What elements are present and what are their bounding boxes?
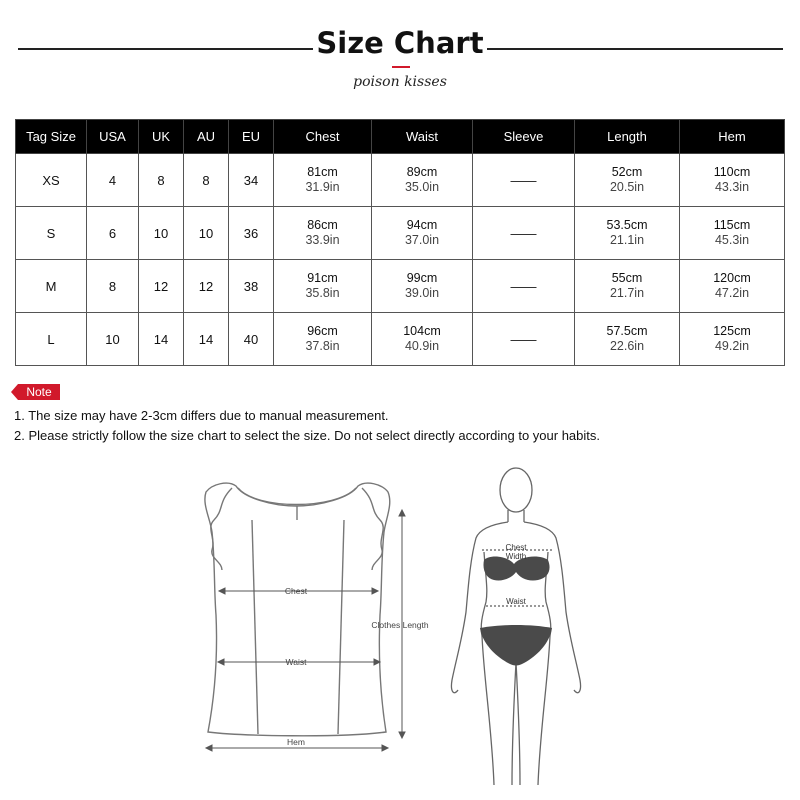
measurement-diagram <box>0 440 800 800</box>
note-badge: Note <box>18 384 60 400</box>
waist-in: 40.9in <box>404 339 440 353</box>
chest-cm: 96cm <box>307 324 338 338</box>
cell-au: 14 <box>184 313 229 366</box>
bikini-bottom <box>480 625 552 666</box>
col-header-length: Length <box>575 120 680 154</box>
body-waist-label: Waist <box>506 597 526 606</box>
garment-waist-label: Waist <box>285 657 307 667</box>
col-header-tag-size: Tag Size <box>16 120 87 154</box>
cell-usa: 6 <box>87 207 139 260</box>
col-header-eu: EU <box>229 120 274 154</box>
cell-au: 8 <box>184 154 229 207</box>
col-header-waist: Waist <box>372 120 473 154</box>
length-in: 21.7in <box>609 286 645 300</box>
hem-cm: 110cm <box>713 165 751 179</box>
length-cm: 53.5cm <box>606 218 648 232</box>
cell-sleeve: —— <box>473 207 575 260</box>
hem-cm: 115cm <box>713 218 751 232</box>
cell-sleeve: —— <box>473 260 575 313</box>
chest-cm: 81cm <box>307 165 338 179</box>
hem-in: 45.3in <box>714 233 750 247</box>
hem-in: 47.2in <box>714 286 750 300</box>
col-header-sleeve: Sleeve <box>473 120 575 154</box>
cell-sleeve: —— <box>473 154 575 207</box>
cell-chest <box>274 207 372 260</box>
hem-cm: 120cm <box>713 271 751 285</box>
cell-uk: 14 <box>139 313 184 366</box>
note-line-1: 1. The size may have 2-3cm differs due to manual measurement. <box>14 408 389 423</box>
page-title: Size Chart <box>316 26 484 60</box>
table-row <box>16 260 785 313</box>
waist-cm: 94cm <box>406 218 438 232</box>
hem-in: 43.3in <box>714 180 750 194</box>
waist-cm: 89cm <box>406 165 438 179</box>
waist-in: 39.0in <box>404 286 440 300</box>
cell-length <box>575 313 680 366</box>
cell-tag: M <box>16 260 87 313</box>
length-cm: 57.5cm <box>606 324 648 338</box>
col-header-au: AU <box>184 120 229 154</box>
length-in: 20.5in <box>609 180 645 194</box>
cell-uk: 8 <box>139 154 184 207</box>
chest-in: 31.9in <box>305 180 340 194</box>
cell-chest <box>274 313 372 366</box>
left-ruffle <box>211 488 232 570</box>
cell-au: 12 <box>184 260 229 313</box>
cell-sleeve: —— <box>473 313 575 366</box>
right-princess-seam <box>338 520 344 734</box>
chest-cm: 86cm <box>307 218 338 232</box>
cell-chest <box>274 154 372 207</box>
cell-hem <box>680 260 785 313</box>
waist-in: 37.0in <box>404 233 440 247</box>
left-princess-seam <box>252 520 258 734</box>
cell-length <box>575 260 680 313</box>
waist-in: 35.0in <box>404 180 440 194</box>
cell-tag: L <box>16 313 87 366</box>
cell-length <box>575 207 680 260</box>
cell-eu: 36 <box>229 207 274 260</box>
garment-hem-label: Hem <box>287 737 305 747</box>
chest-in: 33.9in <box>305 233 340 247</box>
cell-tag: XS <box>16 154 87 207</box>
cell-usa: 8 <box>87 260 139 313</box>
cell-uk: 10 <box>139 207 184 260</box>
cell-eu: 40 <box>229 313 274 366</box>
chest-cm: 91cm <box>307 271 338 285</box>
cell-uk: 12 <box>139 260 184 313</box>
cell-eu: 38 <box>229 260 274 313</box>
length-in: 21.1in <box>609 233 645 247</box>
chest-in: 35.8in <box>305 286 340 300</box>
body-chest-label: Chest <box>505 543 527 552</box>
waist-cm: 99cm <box>406 271 438 285</box>
cell-length <box>575 154 680 207</box>
title-accent-underline <box>392 66 410 68</box>
chest-in: 37.8in <box>305 339 340 353</box>
garment-chest-label: Chest <box>284 586 308 596</box>
hem-in: 49.2in <box>714 339 750 353</box>
table-header-row <box>16 120 785 154</box>
cell-usa: 4 <box>87 154 139 207</box>
length-in: 22.6in <box>609 339 645 353</box>
garment-outline <box>205 483 390 736</box>
cell-waist <box>372 154 473 207</box>
col-header-chest: Chest <box>274 120 372 154</box>
right-ruffle <box>362 488 383 570</box>
cell-usa: 10 <box>87 313 139 366</box>
col-header-usa: USA <box>87 120 139 154</box>
col-header-hem: Hem <box>680 120 785 154</box>
header <box>0 0 800 100</box>
size-table <box>15 119 785 366</box>
table-row <box>16 313 785 366</box>
note-line-2: 2. Please strictly follow the size chart to select the size. Do not select directly according to your habits. <box>14 428 600 443</box>
cell-au: 10 <box>184 207 229 260</box>
cell-hem <box>680 154 785 207</box>
cell-chest <box>274 260 372 313</box>
body-head <box>500 468 532 512</box>
cell-hem <box>680 313 785 366</box>
cell-waist <box>372 260 473 313</box>
cell-waist <box>372 313 473 366</box>
garment-neckline <box>238 488 356 505</box>
body-width-label: Width <box>505 552 527 561</box>
body-torso-right <box>524 522 581 693</box>
garment-illustration <box>205 483 390 736</box>
table-row <box>16 154 785 207</box>
brand-name: poison kisses <box>353 74 447 90</box>
cell-eu: 34 <box>229 154 274 207</box>
waist-cm: 104cm <box>403 324 441 338</box>
body-torso-left <box>451 522 508 693</box>
col-header-uk: UK <box>139 120 184 154</box>
table-row <box>16 207 785 260</box>
hem-cm: 125cm <box>713 324 751 338</box>
cell-tag: S <box>16 207 87 260</box>
length-cm: 55cm <box>611 271 643 285</box>
cell-hem <box>680 207 785 260</box>
cell-waist <box>372 207 473 260</box>
garment-length-label: Clothes Length <box>371 620 429 630</box>
length-cm: 52cm <box>611 165 643 179</box>
